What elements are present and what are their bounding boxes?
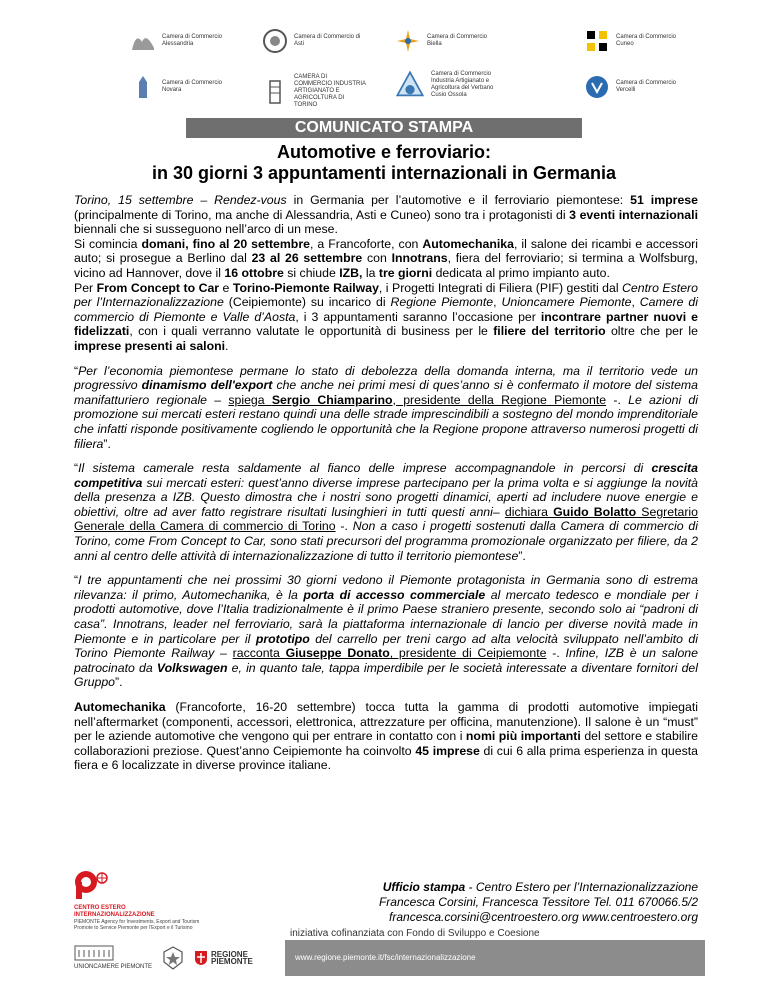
paragraph-schedule: Si comincia domani, fino al 20 settembre, a Francoforte, con Automechanika, il salone dei ricambi e accessori auto; si prosegue a Berlino dal 23 al 26 settembre con Innotrans, fiera del ferroviario; si termina a Wolfsburg, vicino ad Hannover, dove il 16 ottobre si chiude IZB, la tre giorni dedicata al primo impianto auto. [74,236,698,280]
logo-cuneo: Camera di Commercio Cuneo [584,28,688,54]
quote-donato: “I tre appuntamenti che nei prossimi 30 giorni vedono il Piemonte protagonista in Germania sono di estrema rilevanza: il primo, Automechanika, è la porta di accesso commerciale al mercato tedesco e mondiale per i prodotti automotive, dove l’Italia tradizionalmente è il primo Paese straniero presente, secondo solo ai “padroni di casa”. Innotrans, leader nel ferroviario, sarà la piattaforma internazionale di lancio per diverse novità made in Piemonte e in particolare per il prototipo del carrello per treni cargo ad alta velocità sviluppato nell’ambito di Torino Piemonte Railway – racconta Giuseppe Donato, presidente di Ceipiemonte -. Infine, IZB è un salone patrocinato da Volkswagen e, in quanto tale, tappa imperdibile per le società interessate a diventare fornitori del Gruppo”. [74,573,698,690]
novara-logo-icon [130,74,156,100]
press-release-banner: COMUNICATO STAMPA [186,118,582,138]
page-footer [0,870,768,994]
torino-logo-icon [262,79,288,105]
cuneo-logo-icon [584,28,610,54]
title-line-2: in 30 giorni 3 appuntamenti internazionali in Germania [151,163,617,183]
logo-vco: Camera di Commercio Industria Artigianato e Agricoltura del Verbano Cusio Ossola [395,70,503,100]
logo-torino: CAMERA DI COMMERCIO INDUSTRIA ARTIGIANATO E AGRICOLTURA DI TORINO [262,74,366,109]
quote-chiamparino: “Per l’economia piemontese permane lo stato di debolezza della domanda interna, ma il territorio vede un progressivo dinamismo dell'export che anche nei primi mesi di ques’anno si è confermato il motore del sistema manifatturiero regionale – spiega Sergio Chiamparino, presidente della Regione Piemonte -. Le azioni di promozione sui mercati esteri restano quindi una delle strade imprescindibili a sostegno del mondo imprenditoriale che infatti risponde positivamente cogliendo le opportunità che la Regione propone attraverso numerosi progetti di filiera”. [74,363,698,451]
title-line-1: Automotive e ferroviario: [276,142,492,162]
regione-piemonte-logo: REGIONE PIEMONTE [194,950,251,966]
cofinancing-note: iniziativa cofinanziata con Fondo di Sviluppo e Coesione [290,928,540,939]
footer-url[interactable]: www.regione.piemonte.it/fsc/internazionalizzazione [295,953,476,962]
vco-logo-icon [395,70,425,100]
logo-novara: Camera di Commercio Novara [130,74,234,100]
quote-bolatto: “Il sistema camerale resta saldamente al fianco delle imprese accompagnandole in percorsi di crescita competitiva sui mercati esteri: quest’anno diverse imprese partecipano per la prima volta e si aggiunge la novità della presenza a IZB. Questo dimostra che i nostri sono progetti dinamici, aperti ad includere nuove energie e obiettivi, oltre ad aver fatto registrare risultati lusinghieri in tutti questi anni– dichiara Guido Bolatto Segretario Generale della Camera di commercio di Torino -. Non a caso i progetti sostenuti dalla Camera di commercio di Torino, come From Concept to Car, sono stati precursori del programma promozionale organizzato per filiere, da 2 anni al centro delle attività di internazionalizzazione di tutto il territorio piemontese”. [74,461,699,563]
regione-piemonte-shield-icon [194,950,208,966]
logo-biella: Camera di Commercio Biella [395,28,499,54]
logo-asti: Camera di Commercio di Asti [262,28,366,54]
centro-estero-logo: CENTRO ESTERO INTERNAZIONALIZZAZIONE PIEMONTE Agency for Investments, Export and Tourism Promote to Service Piemonte per l'Export e il Turismo [74,870,204,931]
paragraph-intro: Torino, 15 settembre – Rendez-vous in Germania per l’automotive e il ferroviario piemontese: 51 imprese (principalmente di Torino, ma anche di Alessandria, Asti e Cuneo) sono tra i protagonisti di 3 eventi internazionali biennali che si susseguono nell’arco di un mese. [74,193,698,237]
alessandria-logo-icon [130,28,156,54]
unioncamere-icon [74,945,114,961]
article-body [74,193,698,783]
institution-logos [74,938,274,978]
unioncamere-logo: UNIONCAMERE PIEMONTE [74,945,152,971]
logo-alessandria: Camera di Commercio Alessandria [130,28,234,54]
italian-republic-emblem-icon [162,946,184,970]
asti-logo-icon [262,28,288,54]
press-office-contact: Ufficio stampa - Centro Estero per l’Internazionalizzazione Francesca Corsini, Francesca Tessitore Tel. 011 670066.5/2 francesca.corsini@centroestero.org www.centroestero.org [378,880,698,924]
logo-header [0,20,768,120]
paragraph-automechanika: Automechanika (Francoforte, 16-20 settembre) tocca tutta la gamma di prodotti automotive impiegati nell’aftermarket (componenti, accessori, elettronica, attrezzature per officina, manutenzione). Il salone è un “must” per le aziende automotive che vengono qui per entrare in contatto con i nomi più importanti del settore e stabilire collaborazioni preziose. Quest’anno Ceipiemonte ha coinvolto 45 imprese di cui 6 alla prima esperienza in questa fiera e 6 localizzate in diverse province italiane. [74,700,698,773]
centro-estero-p-icon [74,870,108,900]
footer-url-bar [285,940,705,976]
page-title [0,142,768,184]
paragraph-projects: Per From Concept to Car e Torino-Piemonte Railway, i Progetti Integrati di Filiera (PIF) gestiti dal Centro Estero per l’Internazionalizzazione (Ceipiemonte) su incarico di Regione Piemonte, Unioncamere Piemonte, Camere di commercio di Piemonte e Valle d’Aosta, i 3 appuntamenti saranno l’occasione per incontrare partner nuovi e fidelizzati, con i quali verranno valutate le opportunità di business per le filiere del territorio oltre che per le imprese presenti ai saloni. [74,280,698,353]
vercelli-logo-icon [584,74,610,100]
biella-logo-icon [395,28,421,54]
logo-vercelli: Camera di Commercio Vercelli [584,74,688,100]
